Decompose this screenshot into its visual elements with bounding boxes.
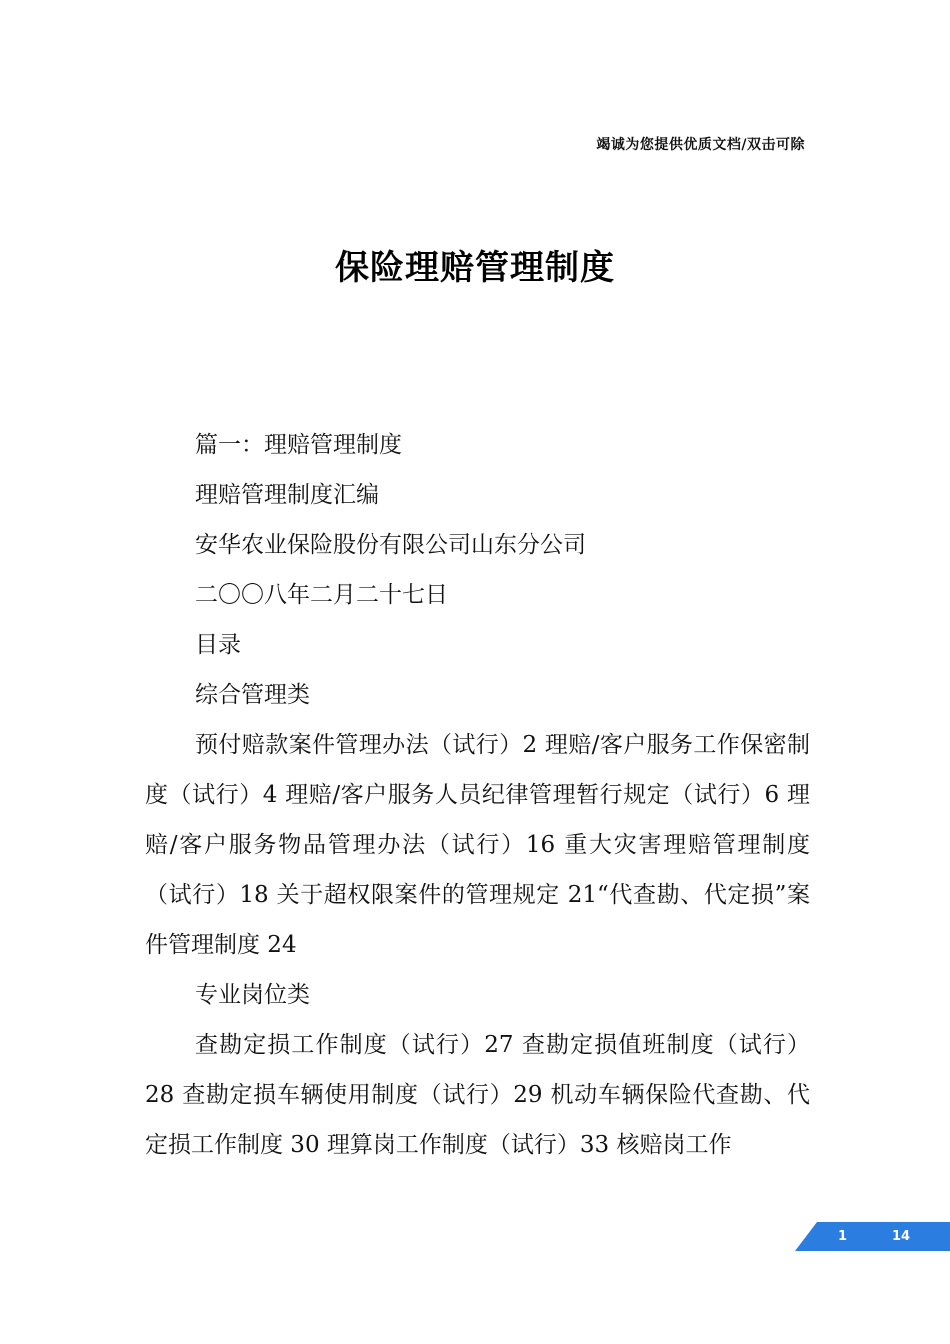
header-note: 竭诚为您提供优质文档/双击可除	[596, 137, 805, 153]
document-body	[145, 420, 810, 1170]
paragraph: 篇一：理赔管理制度	[195, 432, 402, 458]
paragraph: 安华农业保险股份有限公司山东分公司	[195, 532, 586, 558]
paragraph: 理赔管理制度汇编	[195, 482, 379, 508]
paragraph: 预付赔款案件管理办法（试行）2 理赔/客户服务工作保密制度（试行）4 理赔/客户服务人员纪律管理暂行规定（试行）6 理赔/客户服务物品管理办法（试行）16 重大灾害理赔管理制度（试行）18 关于超权限案件的管理规定 21“代查勘、代定损”案件管理制度 24	[145, 732, 810, 958]
paragraph: 专业岗位类	[195, 982, 310, 1008]
page-total: 14	[892, 1229, 911, 1244]
page-number-bar	[795, 1222, 950, 1251]
paragraph: 综合管理类	[195, 682, 310, 708]
paragraph: 二〇〇八年二月二十七日	[195, 582, 448, 608]
page-number: 1	[838, 1229, 848, 1244]
document-title: 保险理赔管理制度	[335, 248, 615, 288]
paragraph: 查勘定损工作制度（试行）27 查勘定损值班制度（试行）28 查勘定损车辆使用制度（试行）29 机动车辆保险代查勘、代定损工作制度 30 理算岗工作制度（试行）33 核赔岗工作	[145, 1032, 810, 1158]
paragraph: 目录	[195, 632, 241, 658]
